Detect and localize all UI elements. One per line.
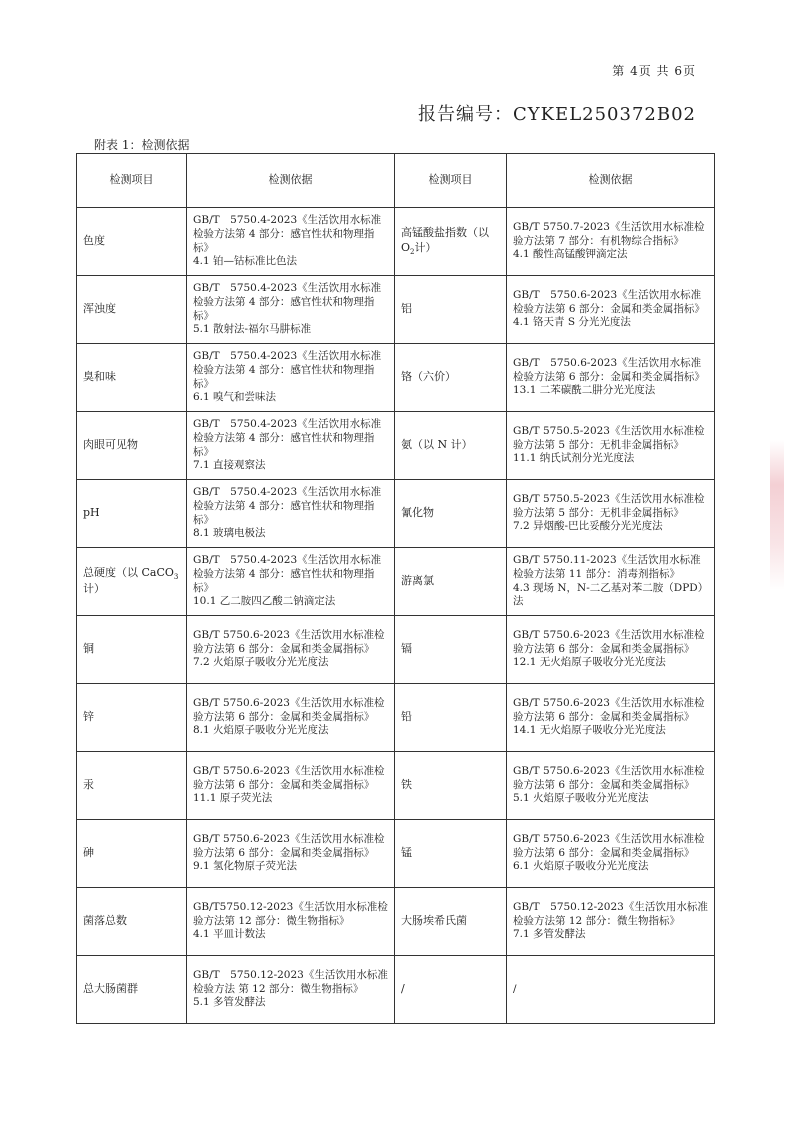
method-name: 4.1 铂—钴标准比色法 [193, 255, 298, 268]
test-item-cell [395, 888, 507, 956]
test-item-cell [77, 480, 187, 548]
column-header-basis: 检测依据 [507, 154, 715, 208]
test-item-label: 镉 [401, 642, 412, 656]
method-basis-cell [507, 820, 715, 888]
table-row [77, 752, 715, 820]
method-basis-cell [187, 684, 395, 752]
method-name: 4.3 现场 N，N-二乙基对苯二胺（DPD）法 [513, 581, 703, 608]
test-item-cell [395, 480, 507, 548]
table-row [77, 684, 715, 752]
method-basis-cell [507, 616, 715, 684]
method-name: 4.1 铬天青 S 分光光度法 [513, 316, 631, 329]
standard-reference: GB/T 5750.4-2023《生活饮用水标准检验方法第 4 部分：感官性状和物理指标》 [193, 418, 382, 458]
table-row [77, 616, 715, 684]
method-basis-cell [507, 208, 715, 276]
test-item-cell [77, 548, 187, 616]
method-name: 7.2 火焰原子吸收分光光度法 [193, 656, 329, 669]
test-item-label: 氨（以 N 计） [401, 438, 473, 452]
page-number: 第 4页 共 6页 [612, 64, 696, 78]
test-item-cell [395, 412, 507, 480]
method-name: 5.1 散射法-福尔马肼标准 [193, 323, 312, 336]
test-item-cell [77, 412, 187, 480]
table-row [77, 548, 715, 616]
column-header-item: 检测项目 [395, 154, 507, 208]
test-item-label-end: 计） [414, 240, 437, 254]
table-row [77, 208, 715, 276]
test-item-cell [77, 820, 187, 888]
test-item-label: 铁 [401, 778, 412, 792]
test-item-label: 铜 [83, 642, 94, 656]
test-item-cell [395, 616, 507, 684]
test-item-label: 铅 [401, 710, 412, 724]
standard-reference: GB/T 5750.6-2023《生活饮用水标准检验方法第 6 部分：金属和类金属指标》 [513, 833, 705, 859]
method-basis-cell [187, 344, 395, 412]
test-item-label-part: O [401, 240, 411, 254]
method-basis-cell [187, 616, 395, 684]
standard-reference: GB/T 5750.6-2023《生活饮用水标准检验方法第 6 部分：金属和类金属指标》 [193, 629, 385, 655]
method-name: 5.1 火焰原子吸收分光光度法 [513, 792, 649, 805]
test-item-cell [395, 820, 507, 888]
test-item-cell [77, 888, 187, 956]
standard-reference: GB/T 5750.6-2023《生活饮用水标准检验方法第 6 部分：金属和类金属指标》 [193, 697, 385, 723]
test-item-cell [395, 684, 507, 752]
test-item-label: 锰 [401, 846, 412, 860]
test-item-cell [77, 208, 187, 276]
report-number: 报告编号：CYKEL250372B02 [417, 104, 696, 125]
method-basis-cell [507, 684, 715, 752]
test-item-label: pH [83, 506, 100, 520]
table-row [77, 344, 715, 412]
standard-reference: GB/T 5750.11-2023《生活饮用水标准检验方法第 11 部分：消毒剂指标》 [513, 554, 701, 580]
test-item-cell [395, 956, 507, 1024]
method-basis-cell [187, 820, 395, 888]
method-name: 4.1 平皿计数法 [193, 928, 266, 941]
method-basis-cell [507, 888, 715, 956]
test-item-cell [77, 616, 187, 684]
method-basis-cell [507, 548, 715, 616]
method-basis-cell [187, 480, 395, 548]
method-name: 4.1 酸性高锰酸钾滴定法 [513, 248, 628, 261]
standard-reference: GB/T 5750.7-2023《生活饮用水标准检验方法第 7 部分：有机物综合指标》 [513, 221, 705, 247]
method-name: 8.1 玻璃电极法 [193, 527, 266, 540]
test-item-label: 大肠埃希氏菌 [401, 914, 467, 928]
test-item-label: 铝 [401, 302, 412, 316]
standard-reference: GB/T 5750.4-2023《生活饮用水标准检验方法第 4 部分：感官性状和物理指标》 [193, 486, 382, 526]
test-item-label: 高锰酸盐指数（以 [401, 226, 489, 240]
method-name: 7.1 直接观察法 [193, 459, 266, 472]
method-name: 6.1 火焰原子吸收分光光度法 [513, 860, 649, 873]
standard-reference: GB/T 5750.6-2023《生活饮用水标准检验方法第 6 部分：金属和类金属指标》 [513, 765, 705, 791]
test-item-cell [395, 752, 507, 820]
standard-reference: GB/T 5750.6-2023《生活饮用水标准检验方法第 6 部分：金属和类金属指标》 [513, 357, 705, 383]
table-row [77, 276, 715, 344]
test-item-label: 肉眼可见物 [83, 438, 138, 452]
test-item-label: 总大肠菌群 [83, 982, 138, 996]
method-basis-cell [187, 208, 395, 276]
table-header-row [77, 154, 715, 208]
method-basis-cell [507, 956, 715, 1024]
standard-reference: GB/T 5750.6-2023《生活饮用水标准检验方法第 6 部分：金属和类金属指标》 [513, 629, 705, 655]
test-item-label: 铬（六价） [401, 370, 456, 384]
test-item-cell [77, 276, 187, 344]
test-item-cell [395, 208, 507, 276]
test-item-label: 氰化物 [401, 506, 434, 520]
test-item-subscript: 2 [410, 247, 415, 256]
method-basis-cell [187, 276, 395, 344]
method-name: 7.1 多管发酵法 [513, 928, 586, 941]
test-item-label: 砷 [83, 846, 94, 860]
standard-reference: GB/T 5750.6-2023《生活饮用水标准检验方法第 6 部分：金属和类金属指标》 [513, 289, 705, 315]
method-name: 11.1 纳氏试剂分光光度法 [513, 452, 635, 465]
method-name: 5.1 多管发酵法 [193, 996, 266, 1009]
standard-reference: GB/T 5750.6-2023《生活饮用水标准检验方法第 6 部分：金属和类金属指标》 [193, 765, 385, 791]
standard-reference: GB/T 5750.12-2023《生活饮用水标准检验方法 第 12 部分：微生物指标》 [193, 969, 388, 995]
method-basis-cell [187, 412, 395, 480]
test-item-cell [395, 276, 507, 344]
method-basis-cell [507, 752, 715, 820]
test-item-label: 浑浊度 [83, 302, 116, 316]
appendix-title: 附表 1：检测依据 [94, 138, 190, 152]
standard-reference: GB/T 5750.12-2023《生活饮用水标准检验方法第 12 部分：微生物指标》 [513, 901, 708, 927]
column-header-basis: 检测依据 [187, 154, 395, 208]
method-basis-cell [187, 752, 395, 820]
test-item-label: 汞 [83, 778, 94, 792]
test-item-label: 色度 [83, 234, 105, 248]
test-item-label: / [401, 982, 405, 996]
standard-reference: GB/T 5750.4-2023《生活饮用水标准检验方法第 4 部分：感官性状和物理指标》 [193, 282, 382, 322]
standard-reference: GB/T5750.12-2023《生活饮用水标准检验方法第 12 部分：微生物指标》 [193, 901, 388, 927]
standard-reference: GB/T 5750.4-2023《生活饮用水标准检验方法第 4 部分：感官性状和物理指标》 [193, 214, 382, 254]
table-row [77, 412, 715, 480]
test-item-label: 总硬度（以 CaCO [83, 566, 174, 580]
test-item-cell [395, 548, 507, 616]
table-row [77, 956, 715, 1024]
test-item-cell [77, 344, 187, 412]
standard-reference: / [513, 982, 517, 995]
test-item-label: 臭和味 [83, 370, 116, 384]
method-basis-cell [507, 480, 715, 548]
test-item-label: 锌 [83, 710, 94, 724]
standard-reference: GB/T 5750.4-2023《生活饮用水标准检验方法第 4 部分：感官性状和物理指标》 [193, 350, 382, 390]
test-item-cell [77, 956, 187, 1024]
paper-stain [770, 440, 784, 590]
test-item-subscript: 3 [173, 573, 179, 582]
method-name: 12.1 无火焰原子吸收分光光度法 [513, 656, 666, 669]
test-item-cell [77, 752, 187, 820]
table-row [77, 820, 715, 888]
method-basis-cell [507, 412, 715, 480]
standard-reference: GB/T 5750.6-2023《生活饮用水标准检验方法第 6 部分：金属和类金属指标》 [513, 697, 705, 723]
column-header-item: 检测项目 [77, 154, 187, 208]
standard-reference: GB/T 5750.4-2023《生活饮用水标准检验方法第 4 部分：感官性状和物理指标》 [193, 554, 382, 594]
method-name: 6.1 嗅气和尝味法 [193, 391, 277, 404]
table-row [77, 888, 715, 956]
method-name: 11.1 原子荧光法 [193, 792, 273, 805]
method-basis-cell [187, 888, 395, 956]
table-row [77, 480, 715, 548]
method-basis-cell [507, 344, 715, 412]
method-name: 8.1 火焰原子吸收分光光度法 [193, 724, 329, 737]
method-name: 14.1 无火焰原子吸收分光光度法 [513, 724, 666, 737]
method-name: 7.2 异烟酸-巴比妥酸分光光度法 [513, 520, 663, 533]
method-basis-cell [507, 276, 715, 344]
standard-reference: GB/T 5750.6-2023《生活饮用水标准检验方法第 6 部分：金属和类金属指标》 [193, 833, 385, 859]
test-item-cell [395, 344, 507, 412]
method-basis-cell [187, 548, 395, 616]
test-item-label: 游离氯 [401, 574, 434, 588]
basis-table [76, 153, 715, 1024]
standard-reference: GB/T 5750.5-2023《生活饮用水标准检验方法第 5 部分：无机非金属指标》 [513, 493, 705, 519]
method-name: 9.1 氢化物原子荧光法 [193, 860, 298, 873]
method-basis-cell [187, 956, 395, 1024]
test-item-label-end: 计） [83, 582, 105, 596]
test-item-cell [77, 684, 187, 752]
test-item-label: 菌落总数 [83, 914, 127, 928]
method-name: 13.1 二苯碳酰二肼分光光度法 [513, 384, 656, 397]
standard-reference: GB/T 5750.5-2023《生活饮用水标准检验方法第 5 部分：无机非金属指标》 [513, 425, 705, 451]
method-name: 10.1 乙二胺四乙酸二钠滴定法 [193, 595, 336, 608]
